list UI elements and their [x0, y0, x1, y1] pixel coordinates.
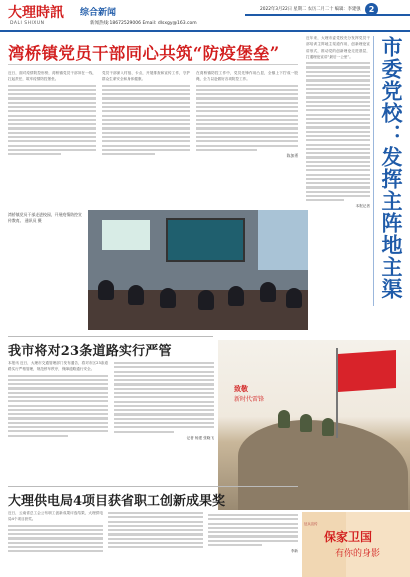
feature-author: 本报记者: [355, 204, 370, 209]
story3-headline: 大理供电局4项目获省职工创新成果奖: [8, 494, 226, 509]
promo-subtitle: 新时代雷锋: [234, 396, 265, 403]
headline-rule: [8, 64, 298, 65]
section-divider: [8, 336, 213, 337]
text-lines: [8, 375, 108, 437]
lead-col3-text: 在湾桥镇防控工作中，党员先锋作用凸显，全镇上下拧成一股绳，全力以赴做好各项防控工作。: [196, 71, 298, 82]
section-title: 综合新闻: [80, 8, 117, 18]
text-lines: [196, 85, 298, 151]
lead-article-column-1: [8, 70, 96, 208]
newspaper-logo-latin: DALI SHIXUN: [10, 21, 45, 26]
date-line: 2022年3月22日 星期二 农历二月二十 编辑：李建强: [260, 7, 361, 12]
story2-column-1: [8, 360, 108, 485]
story2-headline: 我市将对23条道路实行严管: [8, 344, 172, 359]
recruitment-promo-title: 保家卫国: [324, 530, 373, 544]
classroom-photo: [88, 210, 308, 330]
masthead-rule: [245, 14, 410, 16]
feature-divider: [373, 36, 374, 306]
feature-text: 近年来，大理市委党校充分发挥党员干部培训主阵地主渠道作用，创新理论宣讲形式，推动党的创新理论走进基层，打通理论宣讲“最后一公里”。: [306, 36, 370, 59]
story3-text: 近日，云南省总工会公布职工创新成果评选结果，大理供电局4个项目获奖。: [8, 511, 103, 522]
lead-article-column-3: [196, 70, 298, 208]
text-lines: [108, 512, 203, 548]
story3-column-2: [108, 510, 203, 575]
recruitment-promo-tagline: 征兵宣传: [304, 522, 318, 526]
photo-caption: 湾桥镇党员干部走进校园，开展疫情防控宣传教育。 通讯员 摄: [8, 212, 82, 224]
text-lines: [8, 85, 96, 156]
story2-text: 本报讯 近日，大理市交通管理部门发布通告，将对市区23条道路实行严格管理，规范停车秩序，保障道路通行安全。: [8, 361, 108, 372]
newspaper-logo: 大理時訊: [8, 5, 64, 21]
feature-article: [306, 35, 370, 305]
story3-author: 李新: [290, 549, 298, 554]
page-number-badge: 2: [365, 3, 378, 16]
text-lines: [8, 525, 103, 553]
story3-column-1: [8, 510, 103, 575]
section-divider: [8, 486, 298, 487]
lead-article-column-2: [102, 70, 190, 208]
lei-feng-promo-image: [218, 340, 410, 510]
promo-title: 致敬: [234, 385, 248, 393]
text-lines: [306, 62, 370, 201]
recruitment-promo-subtitle: 有你的身影: [335, 549, 381, 559]
feature-vertical-title: 市委党校：发挥主阵地主渠: [379, 36, 404, 300]
story2-author: 记者 杨建 张晓飞: [186, 435, 214, 440]
editor-contact-line: 新闻热线:18672529006 Email: dlsxgy@163.com: [90, 21, 197, 26]
lead-headline: 湾桥镇党员干部同心共筑“防疫堡垒”: [8, 44, 280, 63]
text-lines: [102, 85, 190, 156]
lead-col2-text: 党员干部深入村组、卡点，开展排查和宣传工作，守护群众生命安全和身体健康。: [102, 71, 190, 82]
text-lines: [114, 362, 214, 433]
lead-byline: 陈加勇: [286, 153, 298, 159]
text-lines: [208, 514, 298, 546]
lead-col1-text: 近日，面对疫情防控形势，湾桥镇党员干部冲在一线，扛起责任，筑牢疫情防控堡垒。: [8, 71, 96, 82]
story2-column-2: [114, 360, 214, 485]
story3-column-3: [208, 512, 298, 575]
